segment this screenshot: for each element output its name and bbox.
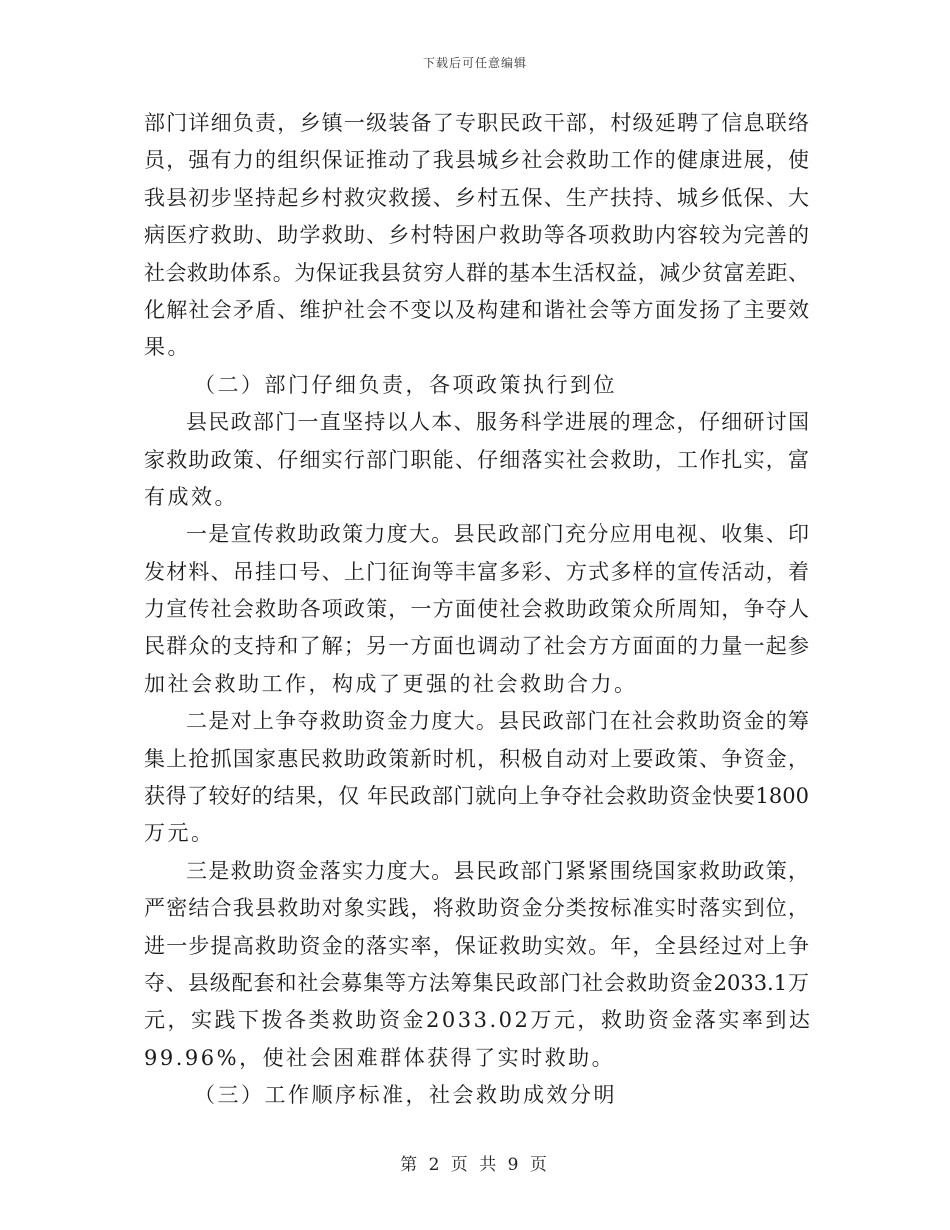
body-line: 有成效。 <box>144 484 238 509</box>
body-line: 99.96%，使社会困难群体获得了实时救助。 <box>144 1045 616 1070</box>
body-line: 元，实践下拨各类救助资金2033.02万元，救助资金落实率到达 <box>144 1008 813 1033</box>
body-line: 严密结合我县救助对象实践，将救助资金分类按标准实时落实到位， <box>144 896 809 921</box>
body-line: 进一步提高救助资金的落实率，保证救助实效。年，全县经过对上争 <box>144 933 809 958</box>
body-line: 民群众的支持和了解；另一方面也调动了社会方方面面的力量一起参 <box>144 634 809 659</box>
body-line: 三是救助资金落实力度大。县民政部门紧紧围绕国家救助政策， <box>186 858 809 883</box>
body-line: 一是宣传救助政策力度大。县民政部门充分应用电视、收集、印 <box>186 522 809 547</box>
body-line: 夺、县级配套和社会募集等方法筹集民政部门社会救助资金2033.1万 <box>144 970 809 995</box>
body-line: 发材料、吊挂口号、上门征询等丰富多彩、方式多样的宣传活动，着 <box>144 559 809 584</box>
section-heading: （二）部门仔细负责，各项政策执行到位 <box>194 372 617 397</box>
body-line: 员，强有力的组织保证推动了我县城乡社会救助工作的健康进展，使 <box>144 148 809 173</box>
section-heading: （三）工作顺序标准，社会救助成效分明 <box>194 1083 617 1108</box>
body-line: 果。 <box>144 335 191 360</box>
body-line: 家救助政策、仔细实行部门职能、仔细落实社会救助，工作扎实，富 <box>144 447 809 472</box>
body-line: 二是对上争夺救助资金力度大。县民政部门在社会救助资金的筹 <box>186 709 809 734</box>
body-line: 社会救助体系。为保证我县贫穷人群的基本生活权益，减少贫富差距、 <box>144 260 809 285</box>
body-line: 部门详细负责，乡镇一级装备了专职民政干部，村级延聘了信息联络 <box>144 111 809 135</box>
body-line: 加社会救助工作，构成了更强的社会救助合力。 <box>144 671 638 696</box>
body-line: 县民政部门一直坚持以人本、服务科学进展的理念，仔细研讨国 <box>186 410 809 435</box>
document-body <box>144 105 813 1115</box>
body-line: 病医疗救助、助学救助、乡村特困户救助等各项救助内容较为完善的 <box>144 223 809 248</box>
body-line: 化解社会矛盾、维护社会不变以及构建和谐社会等方面发扬了主要效 <box>144 297 809 322</box>
body-line: 集上抢抓国家惠民救助政策新时机，积极自动对上要政策、争资金， <box>144 746 809 771</box>
page-number: 第 2 页 共 9 页 <box>400 1155 550 1175</box>
page-header-note: 下载后可任意编辑 <box>422 56 527 70</box>
body-line: 万元。 <box>144 821 215 846</box>
body-line: 我县初步坚持起乡村救灾救援、乡村五保、生产扶持、城乡低保、大 <box>144 185 809 210</box>
body-line: 获得了较好的结果，仅 年民政部门就向上争夺社会救助资金快要1800 <box>144 784 809 809</box>
body-line: 力宣传社会救助各项政策，一方面使社会救助政策众所周知，争夺人 <box>144 597 809 622</box>
